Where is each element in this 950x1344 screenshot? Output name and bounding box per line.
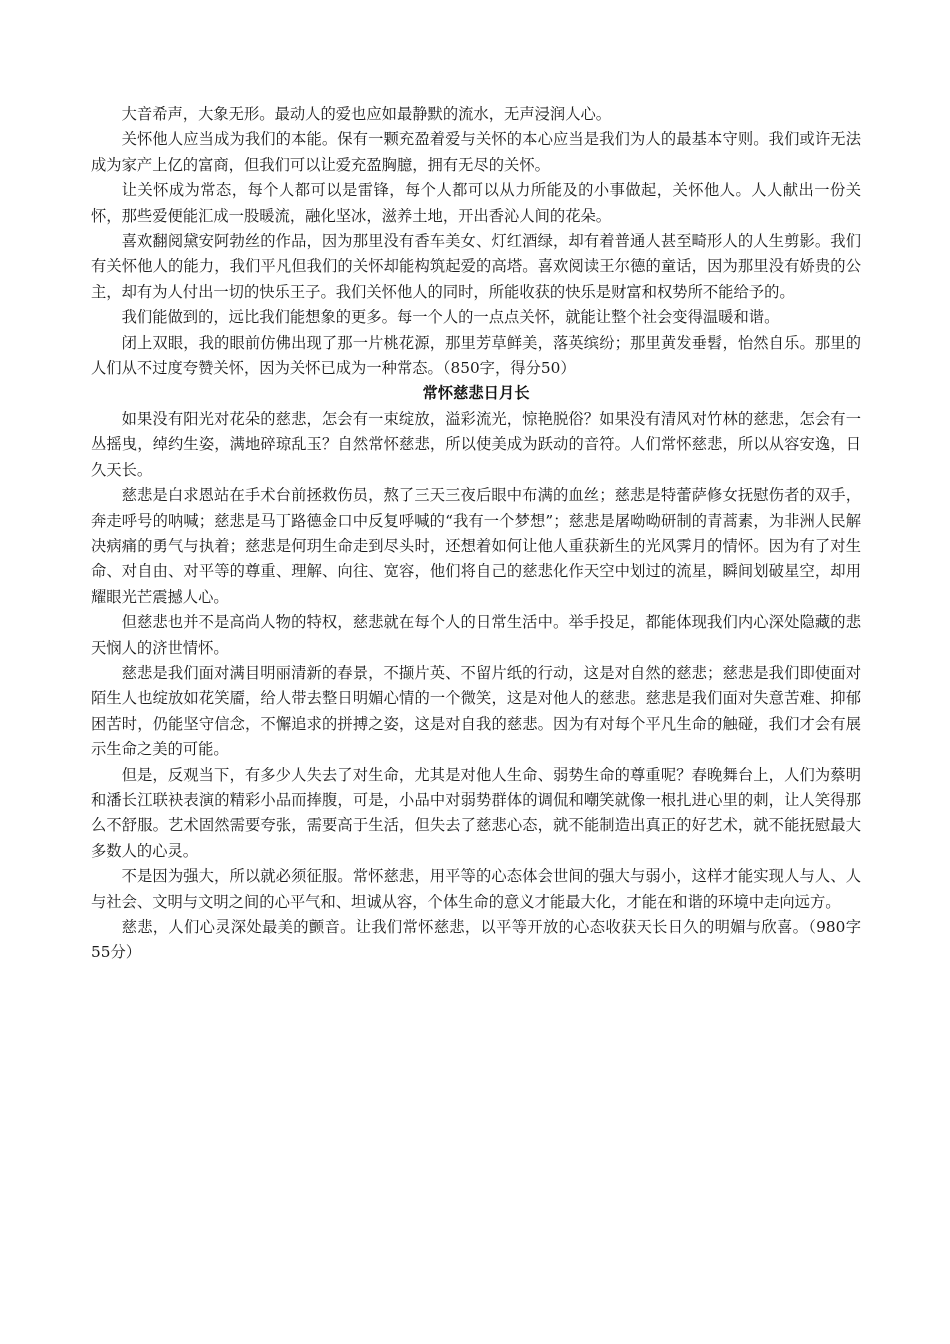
essay1-paragraph-2: 关怀他人应当成为我们的本能。保有一颗充盈着爱与关怀的本心应当是我们为人的最基本守则。我们或许无法成为家产上亿的富商，但我们可以让爱充盈胸臆，拥有无尽的关怀。: [91, 130, 861, 174]
essay1-paragraph-4: 喜欢翻阅黛安阿勃丝的作品，因为那里没有香车美女、灯红酒绿，却有着普通人甚至畸形人的人生剪影。我们有关怀他人的能力，我们平凡但我们的关怀却能构筑起爱的高塔。喜欢阅读王尔德的童话，因为那里没有娇贵的公主，却有为人付出一切的快乐王子。我们关怀他人的同时，所能收获的快乐是财富和权势所不能给予的。: [91, 232, 861, 301]
essay2-title: 常怀慈悲日月长: [422, 384, 530, 403]
essay1-paragraph-6: 闭上双眼，我的眼前仿佛出现了那一片桃花源，那里芳草鲜美，落英缤纷；那里黄发垂髫，怡然自乐。那里的人们从不过度夸赞关怀，因为关怀已成为一种常态。（850字，得分50）: [91, 333, 861, 378]
essay2-paragraph-7: 慈悲，人们心灵深处最美的颤音。让我们常怀慈悲，以平等开放的心态收获天长日久的明媚与欣喜。（980字 55分）: [91, 918, 892, 962]
essay2-paragraph-6: 不是因为强大，所以就必须征服。常怀慈悲，用平等的心态体会世间的强大与弱小，这样才能实现人与人、人与社会、文明与文明之间的心平气和、坦诚从容，个体生命的意义才能最大化，才能在和谐的环境中走向远方。: [91, 867, 861, 911]
essay1-paragraph-3: 让关怀成为常态，每个人都可以是雷锋，每个人都可以从力所能及的小事做起，关怀他人。人人献出一份关怀，那些爱便能汇成一股暖流，融化坚冰，滋养土地，开出香沁人间的花朵。: [91, 181, 861, 225]
essay1-paragraph-5: 我们能做到的，远比我们能想象的更多。每一个人的一点点关怀，就能让整个社会变得温暖和谐。: [121, 308, 780, 327]
essay2-paragraph-5: 但是，反观当下，有多少人失去了对生命，尤其是对他人生命、弱势生命的尊重呢？春晚舞台上，人们为蔡明和潘长江联袂表演的精彩小品而捧腹，可是，小品中对弱势群体的调侃和嘲笑就像一根扎进心里的刺，让人笑得那么不舒服。艺术固然需要夸张，需要高于生活，但失去了慈悲心态，就不能制造出真正的好艺术，就不能抚慰最大多数人的心灵。: [91, 765, 861, 860]
document-page: [91, 102, 892, 966]
essay1-paragraph-1: 大音希声，大象无形。最动人的爱也应如最静默的流水，无声浸润人心。: [121, 105, 612, 123]
essay2-paragraph-2: 慈悲是白求恩站在手术台前拯救伤员，熬了三天三夜后眼中布满的血丝；慈悲是特蕾萨修女抚慰伤者的双手，奔走呼号的呐喊；慈悲是马丁路德金口中反复呼喊的“我有一个梦想”；慈悲是屠呦呦研制的青蒿素，为非洲人民解决病痛的勇气与执着；慈悲是何玥生命走到尽头时，还想着如何让他人重获新生的光风霁月的情怀。因为有了对生命、对自由、对平等的尊重、理解、向往、宽容，他们将自己的慈悲化作天空中划过的流星，瞬间划破星空，却用耀眼光芒震撼人心。: [91, 486, 861, 606]
essay2-paragraph-1: 如果没有阳光对花朵的慈悲，怎会有一束绽放，溢彩流光，惊艳脱俗？如果没有清风对竹林的慈悲，怎会有一丛摇曳，绰约生姿，满地碎琼乱玉？自然常怀慈悲，所以使美成为跃动的音符。人们常怀慈悲，所以从容安逸，日久天长。: [91, 409, 861, 479]
essay2-paragraph-3: 但慈悲也并不是高尚人物的特权，慈悲就在每个人的日常生活中。举手投足，都能体现我们内心深处隐藏的悲天悯人的济世情怀。: [91, 613, 861, 657]
essay2-paragraph-4: 慈悲是我们面对满目明丽清新的春景，不撷片英、不留片纸的行动，这是对自然的慈悲；慈悲是我们即使面对陌生人也绽放如花笑靥，给人带去整日明媚心情的一个微笑，这是对他人的慈悲。慈悲是我们面对失意苦难、抑郁困苦时，仍能坚守信念，不懈追求的拼搏之姿，这是对自我的慈悲。因为有对每个平凡生命的触碰，我们才会有展示生命之美的可能。: [91, 663, 861, 759]
